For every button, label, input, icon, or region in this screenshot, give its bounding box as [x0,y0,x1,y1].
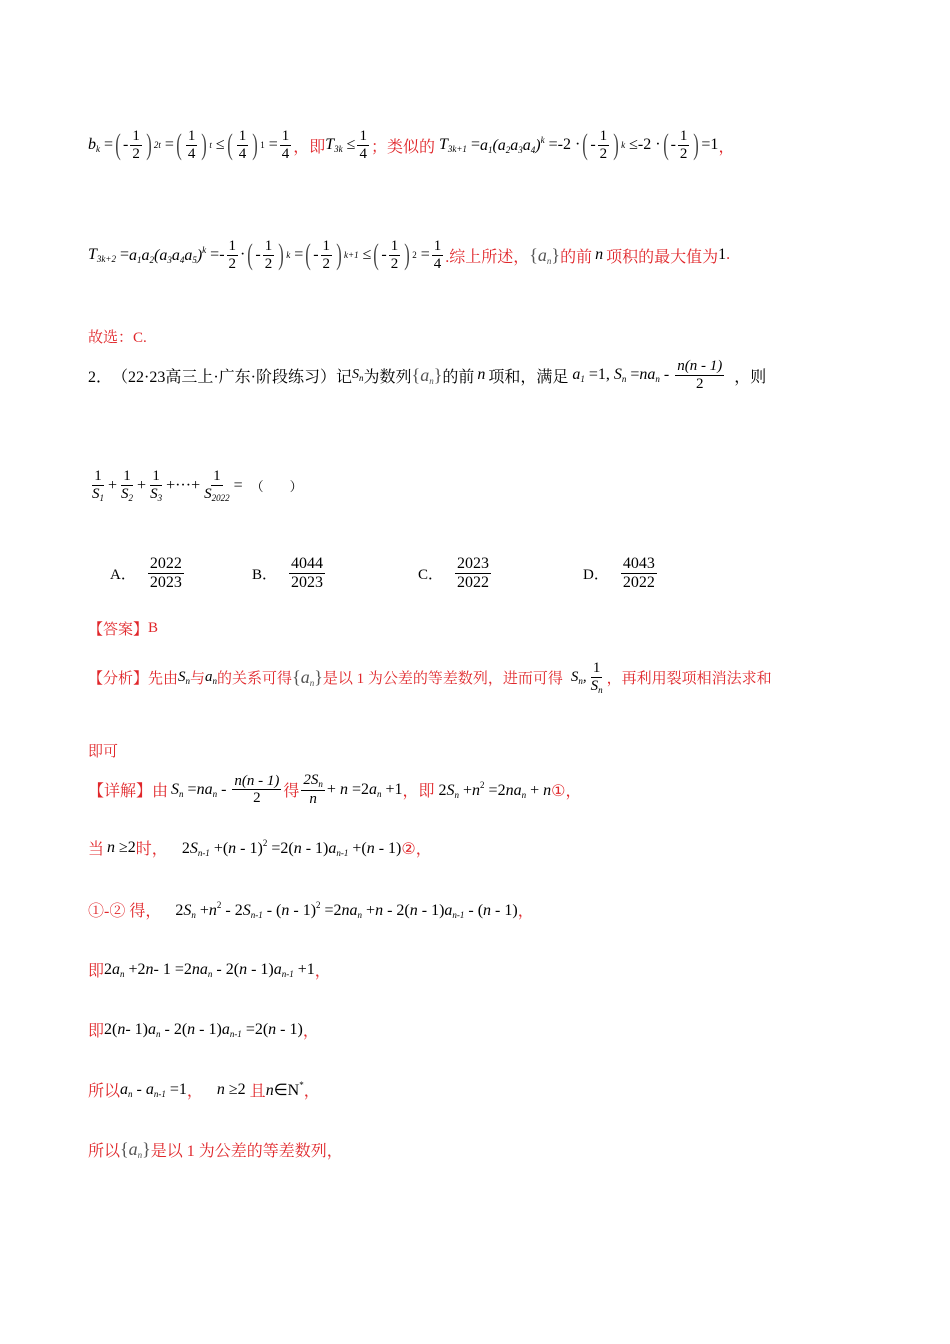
math-bk: $b_k$ [88,136,100,154]
analysis-line: 【分析】 先由 $S_n$ 与 $a_n$ 的关系可得 $\{a_n\}$ 是以 1 为公差的等差数列，进而可得 $S_n$, $\frac{1}{S_n}$ ，再利用裂项相消法求和 [88,660,772,695]
option-label: D． [583,566,609,583]
derivation-line-bk: $b_k$ = ( - $\frac{1}{2}$ ) 2t = ( $\frac{1}{4}$ ) t ≤ ( $\frac{1}{4}$ ) 1 = $\frac{1}{4}$ ，即 $T_{3k}$ ≤ $\frac{1}{4}$ ；类似的 $T_{3k+1}$ = $a_1(a_2a_3a_4)^k$ =-2 · ( - $\frac{1}{2}$ ) k ≤-2 · ( - $\frac{1}{2}$ ) =1 ， [88,128,735,162]
detail-text: 时， [135,841,168,858]
analysis-text: 的关系可得 [217,671,293,688]
option-d[interactable] [583,555,659,591]
analysis-line-2 [88,740,118,761]
option-denominator: 2023 [149,573,182,591]
similar-text: ；类似的 [370,138,435,156]
connector-text: ，即 [293,138,326,156]
detail-text: 当 [88,841,105,858]
option-numerator: 2022 [149,555,182,572]
option-c[interactable] [418,555,493,591]
conclusion-text: 故选：C. [88,330,147,346]
max-value: 1 [718,246,727,263]
answer-tag: 【答案】 [88,622,149,638]
seq-an: $\{a_n\}$ [529,244,561,266]
option-label: B． [252,566,278,583]
detail-line-2: 当 n ≥2 时， $2S_{n-1} +(n - 1)^2 =2(n - 1)a_{n-1} +(n - 1)$ ②， [88,837,432,858]
seq-an: $\{a_n\}$ [411,364,443,386]
option-numerator: 2023 [457,555,490,572]
option-denominator: 2022 [457,573,490,591]
option-numerator: 4044 [291,555,324,572]
question-text: ，则 [734,368,767,386]
line-end: . [726,246,731,263]
analysis-text: 先由 [148,671,179,688]
analysis-tag: 【分析】 [88,671,149,688]
math-condition: $a_1$ [572,366,585,384]
question-expression: $\frac{1}{S_1}$ + $\frac{1}{S_2}$ + $\frac{1}{S_3}$ +···+ $\frac{1}{S_{2022}}$ = （ ） [92,468,303,503]
detail-line-7 [88,1138,343,1161]
question-text: 的前 [442,368,475,386]
seq-an: $\{a_n\}$ [120,1139,151,1160]
math-Sn: $S_n$ [178,669,191,687]
summary-mid: 的前 [560,248,593,266]
detail-text: ， [517,903,534,920]
analysis-text: 与 [190,671,206,688]
answer-line [88,618,158,639]
detail-line-6: 所以 $a_n - a_{n-1} =1$ ， n ≥2 且 n∈N* ， [88,1079,320,1100]
detail-text: 即 [88,1023,105,1040]
analysis-text: ，再利用裂项相消法求和 [606,671,772,688]
option-denominator: 2023 [291,573,324,591]
option-b[interactable] [252,555,327,591]
detail-text: ， [302,1023,319,1040]
answer-blank: （ ） [250,479,303,495]
detail-line-5: 即 2(n- $1)a_n - 2(n - 1)a_{n-1} =2(n - 1)$ ， [88,1018,319,1041]
detail-line-4: 即 $2a_n +2n-$ $1 =2na_n - 2(n - 1)a_{n-1} +1$ ， [88,958,331,981]
line-end: ， [718,138,735,156]
detail-text: 由 [152,783,169,801]
option-a[interactable] [110,555,186,591]
summary-prefix: .综上所述， [445,248,530,266]
math-T3k1: $T_{3k+1}$ [438,136,467,154]
detail-text: 是以 1 为公差的等差数列， [150,1143,343,1160]
detail-text: ，即 [402,783,435,801]
detail-text: 即 [88,963,105,980]
seq-an: $\{a_n\}$ [292,667,323,689]
detail-line-1: 【详解】 由 $S_n$ = $na_n$ - $\frac{n(n - 1)}{2}$ 得 $\frac{2S_n}{n}$ + n =2 $a_n$ +1 ，即 $2S_n +n^2 =2na_n + n$ ①， [88,772,582,807]
detail-tag: 【详解】 [88,783,153,801]
option-denominator: 2022 [622,573,655,591]
math-T3k: $T_{3k}$ [325,136,343,154]
question-number: 2． [88,368,113,386]
answer-value: B [148,620,159,636]
question-text: 为数列 [363,368,412,386]
detail-text: ①-② 得， [88,903,162,920]
var-n: n [477,366,486,383]
detail-text: 得 [283,783,300,801]
math-T3k2: $T_{3k+2}$ [88,246,116,264]
conclusion-line [88,326,147,347]
detail-text: ， [314,963,331,980]
detail-text: 且 [249,1083,266,1100]
math-Sn-inverse: $S_n$, [570,669,587,687]
derivation-line-T3k2: $T_{3k+2}$ = $a_1a_2(a_3a_4a_5)^k$ =- $\frac{1}{2}$ · ( - $\frac{1}{2}$ ) k = ( - $\frac{1}{2}$ ) k+1 ≤ ( - $\frac{1}{2}$ ) 2 = $\frac{1}{4}$ .综上所述， $\{a_n\}$ 的前 n 项积的最大值为 1 . [88,238,731,272]
analysis-text: 即可 [88,744,119,760]
question-text: 项和，满足 [488,368,569,386]
detail-line-3: ①-② 得， $2S_n +n^2 - 2S_{n-1} - (n - 1)^2 =2na_n +n - 2(n - 1)a_{n-1} - (n - 1)$ ， [88,899,534,920]
option-label: C． [418,566,444,583]
option-label: A． [110,566,136,583]
question-text: 记 [336,368,353,386]
question-source: （22·23高三上·广东·阶段练习） [112,368,337,386]
equation-marker-1: ①， [551,783,582,801]
question-2: 2． （22·23高三上·广东·阶段练习） 记 $S_n$ 为数列 $\{a_n\}$ 的前 n 项和，满足 $a_1$ =1, $S_n$ = $na_n$ - $\frac{n(n - 1)}{2}$ ，则 [88,358,767,392]
math-Sn: $S_n$ [352,367,364,383]
option-numerator: 4043 [622,555,655,572]
var-n: n [595,246,604,263]
analysis-text: 是以 1 为公差的等差数列，进而可得 [322,671,563,688]
detail-text: 所以 [88,1083,121,1100]
detail-text: ， [303,1083,320,1100]
equation-marker-2: ②， [401,841,432,858]
detail-text: ， [186,1083,203,1100]
detail-text: 所以 [88,1143,121,1160]
summary-post: 项积的最大值为 [606,248,719,266]
math-an: $a_n$ [205,669,218,687]
